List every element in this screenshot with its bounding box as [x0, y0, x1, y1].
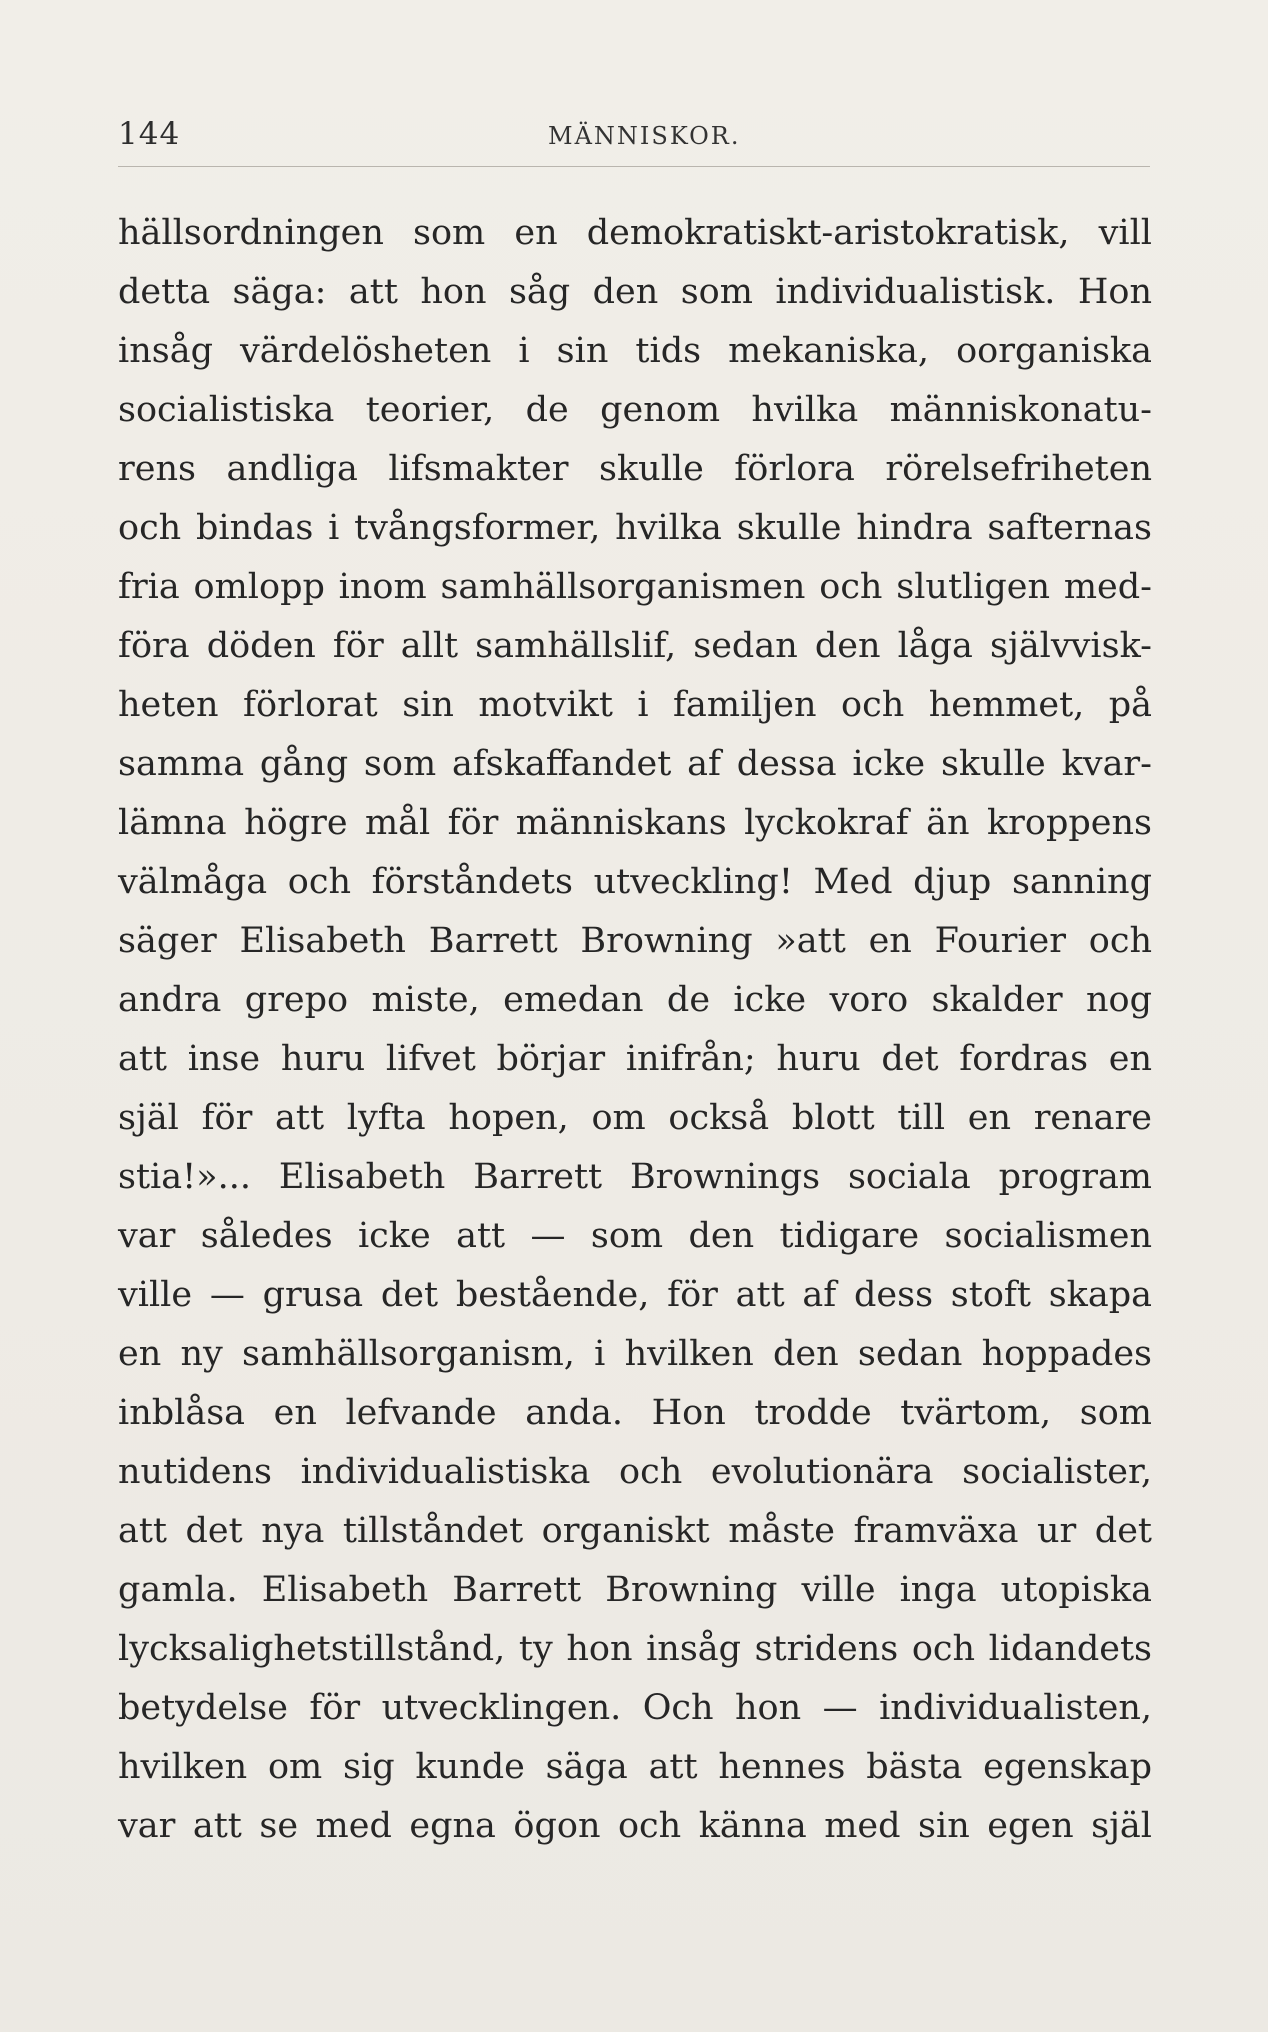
text-line: nutidens individualistiska och evolutionära socialister,	[118, 1452, 1152, 1492]
text-line: andra grepo miste, emedan de icke voro skalder nog	[118, 980, 1152, 1020]
text-line: rens andliga lifsmakter skulle förlora rörelsefriheten	[118, 449, 1152, 489]
text-line: och bindas i tvångsformer, hvilka skulle hindra safternas	[118, 508, 1152, 548]
text-line: lämna högre mål för människans lyckokraf än kroppens	[118, 803, 1152, 843]
text-line: inblåsa en lefvande anda. Hon trodde tvärtom, som	[118, 1393, 1152, 1433]
text-line: betydelse för utvecklingen. Och hon — individualisten,	[118, 1688, 1152, 1728]
text-line: hvilken om sig kunde säga att hennes bästa egenskap	[118, 1747, 1152, 1787]
text-line: fria omlopp inom samhällsorganismen och slutligen med-	[118, 567, 1152, 607]
text-line: stia!»... Elisabeth Barrett Brownings sociala program	[118, 1157, 1152, 1197]
body-text	[118, 204, 1152, 1856]
text-line: lycksalighetstillstånd, ty hon insåg stridens och lidandets	[118, 1629, 1152, 1669]
text-line: ville — grusa det bestående, för att af dess stoft skapa	[118, 1275, 1152, 1315]
text-line: hällsordningen som en demokratiskt-aristokratisk, vill	[118, 213, 1152, 253]
text-line: säger Elisabeth Barrett Browning »att en Fourier och	[118, 921, 1152, 961]
text-line: detta säga: att hon såg den som individualistisk. Hon	[118, 272, 1152, 312]
text-line: samma gång som afskaffandet af dessa icke skulle kvar-	[118, 744, 1152, 784]
text-line: heten förlorat sin motvikt i familjen och hemmet, på	[118, 685, 1152, 725]
text-line: insåg värdelösheten i sin tids mekaniska, oorganiska	[118, 331, 1152, 371]
text-line: att inse huru lifvet börjar inifrån; huru det fordras en	[118, 1039, 1152, 1079]
header-rule	[118, 166, 1150, 167]
text-line: var att se med egna ögon och känna med sin egen själ	[118, 1806, 1152, 1846]
text-line: att det nya tillståndet organiskt måste framväxa ur det	[118, 1511, 1152, 1551]
text-line: själ för att lyfta hopen, om också blott till en renare	[118, 1098, 1152, 1138]
page-number: 144	[118, 116, 181, 152]
text-line: välmåga och förståndets utveckling! Med djup sanning	[118, 862, 1152, 902]
page-header	[118, 110, 1150, 160]
text-line: en ny samhällsorganism, i hvilken den sedan hoppades	[118, 1334, 1152, 1374]
text-line: föra döden för allt samhällslif, sedan den låga självvisk-	[118, 626, 1152, 666]
text-line: gamla. Elisabeth Barrett Browning ville inga utopiska	[118, 1570, 1152, 1610]
text-line: socialistiska teorier, de genom hvilka människonatu-	[118, 390, 1152, 430]
text-line: var således icke att — som den tidigare socialismen	[118, 1216, 1152, 1256]
running-head: MÄNNISKOR.	[548, 122, 741, 150]
